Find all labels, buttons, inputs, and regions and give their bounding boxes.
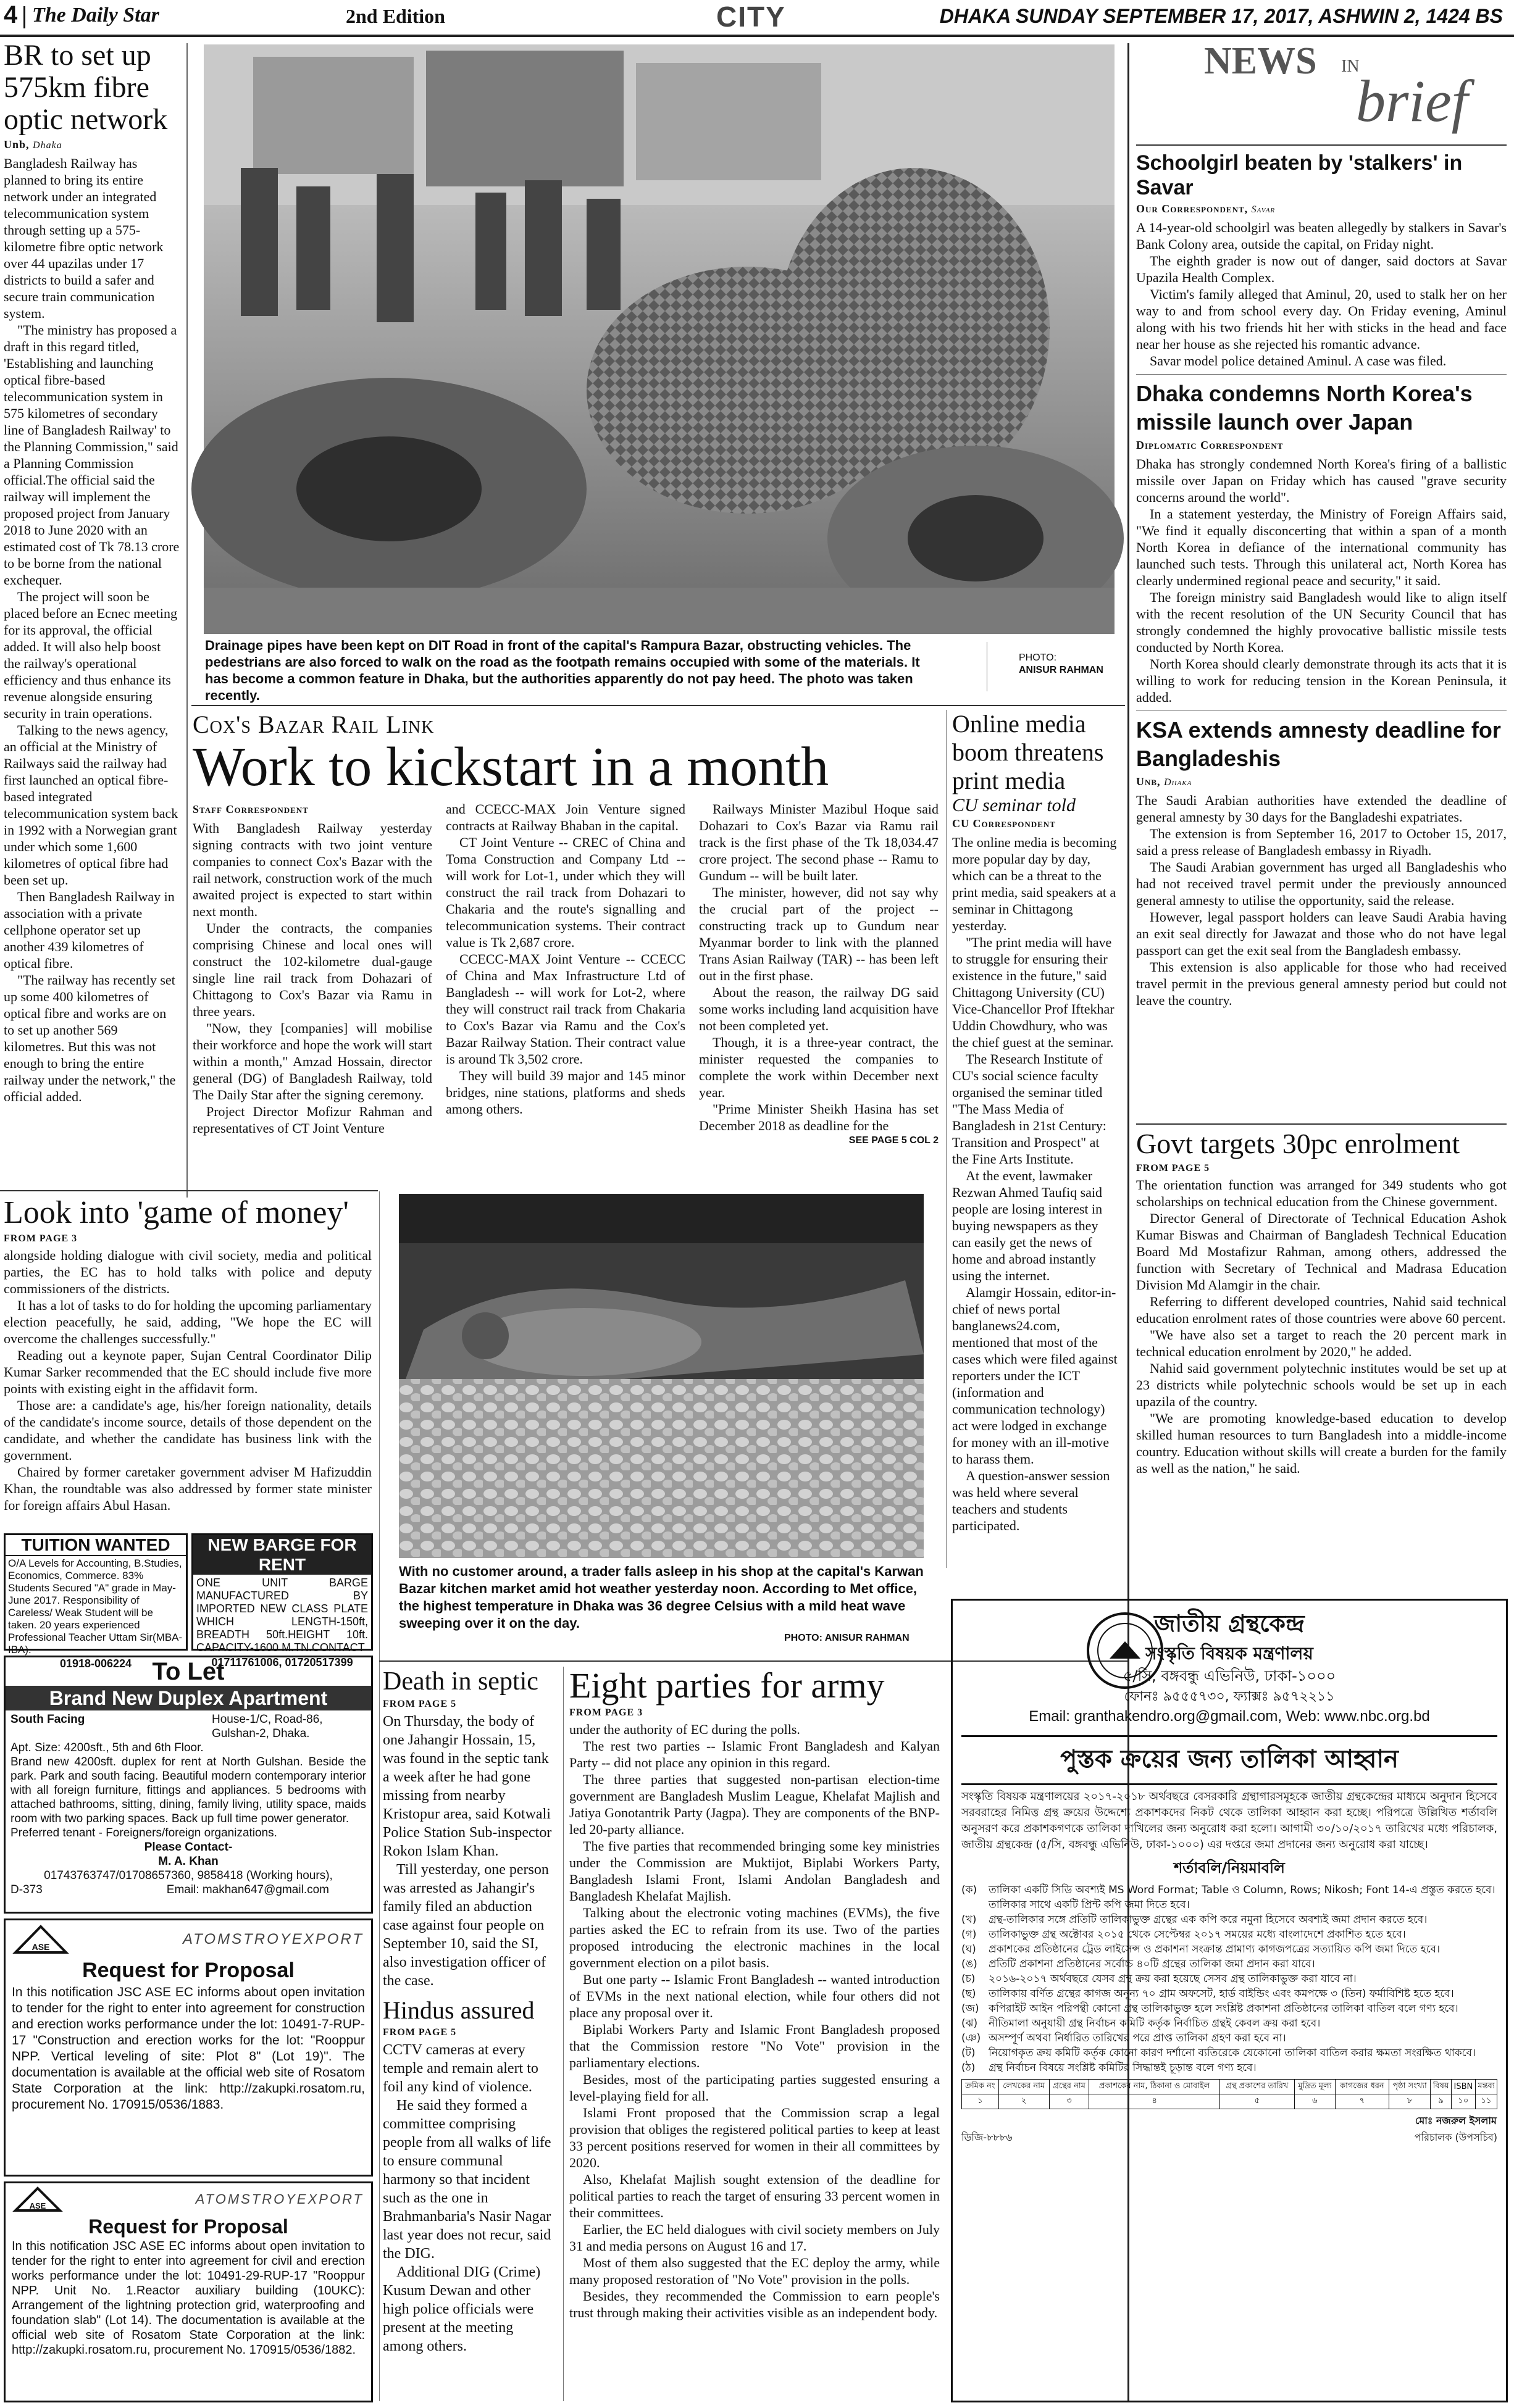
brief-title-brief: brief bbox=[1356, 68, 1468, 134]
fibre-byline: Unb, Dhaka bbox=[4, 138, 62, 151]
table-cell: ৩ bbox=[1049, 2094, 1089, 2109]
paragraph: CT Joint Venture -- CREC of China and Toma Construction and Company Ltd -- will work for Lot-1, under which they will construct the rail track from Dohazari to Chakaria and the route's signalling and telecommunication systems. Their contract value is Tk 2,687 crore. bbox=[446, 835, 685, 950]
brief-headline: Schoolgirl beaten by 'stalkers' in Savar bbox=[1136, 151, 1463, 199]
condition-item: (ট) নিয়োগকৃত ক্রয় কমিটি কর্তৃক কোনো কারণ দর্শানো ব্যতিরেকে যেকোনো তালিকা বাতিল করার ক্ষমতা সংরক্ষিত থাকবে। bbox=[961, 2047, 1476, 2059]
to-let-code: D-373 bbox=[10, 1883, 43, 1896]
email[interactable]: Email: granthakendro.org@gmail.com, Web: www.nbc.org.bd bbox=[1029, 1708, 1430, 1725]
masthead-rule bbox=[0, 35, 1514, 37]
enrol-from: FROM PAGE 5 bbox=[1136, 1163, 1210, 1173]
column-rule bbox=[946, 710, 947, 1568]
to-let-address: House-1/C, Road-86, Gulshan-2, Dhaka. bbox=[212, 1713, 323, 1740]
atomstroy-logo: ATOMSTROYEXPORT bbox=[195, 2191, 364, 2207]
photo-bottom-rule bbox=[191, 705, 1125, 706]
brief-title-in: IN bbox=[1341, 57, 1360, 76]
condition-item: (ঙ) প্রতিটি প্রকাশনা প্রতিষ্ঠানের সর্বোচ্চ ৪০টি গ্রন্থের তালিকা জমা প্রদান করা যাবে। bbox=[961, 1958, 1315, 1970]
rail-col1 bbox=[193, 820, 432, 1136]
paragraph: Then Bangladesh Railway in association with a private cellphone operator set up another 439 kilometres of optical fibre. bbox=[4, 889, 175, 971]
paragraph: The three parties that suggested non-partisan election-time government are Bangladesh Muslim League, Khelafat Majlish and Jatiya Gonotantrik Party (Jagpa). They are components of the BNP-led 20-party alliance. bbox=[569, 1772, 940, 1837]
paragraph: "Now, they [companies] will mobilise their workforce and hope the work will start within a month," Amzad Hossain, director general (DG) of Bangladesh Railway, told The Daily Star after the signing ceremony. bbox=[193, 1020, 432, 1102]
ministry: সংস্কৃতি বিষয়ক মন্ত্রণালয় bbox=[1145, 1643, 1313, 1664]
paragraph: Railways Minister Mazibul Hoque said Dohazari to Cox's Bazar via Ramu rail track is the first phase of the Tk 18,034.47 crore project. The second phase -- Ramu to Gundum -- will be built later. bbox=[699, 801, 939, 883]
ase-logo-icon bbox=[13, 1924, 69, 1955]
paragraph: "The print media will have to struggle for ensuring their existence in the future," said Chittagong University (CU) Vice-Chancellor Prof Iftekhar Uddin Chowdhury, who was the chief guest at the seminar. bbox=[952, 935, 1115, 1050]
paragraph: Most of them also suggested that the EC deploy the army, while many proposed restoration of "No Vote" provision in the polls. bbox=[569, 2255, 940, 2287]
money-article bbox=[4, 1195, 372, 1541]
paragraph: Talking about the electronic voting machines (EVMs), the five parties asked the EC to refrain from its use. Two of the parties proposed introducing the electronic machines in the local government election on a pilot basis. bbox=[569, 1905, 940, 1970]
brief-item bbox=[1136, 380, 1507, 706]
money-from: FROM PAGE 3 bbox=[4, 1233, 78, 1244]
condition-item: (ছ) তালিকায় বর্ণিত গ্রন্থের কাগজ অনূন্য ৭০ গ্রাম অফসেট, হার্ড বাইন্ডিং এবং কমপক্ষে ৩ (তিন) ফর্মাবিশিষ্ট হতে হবে। bbox=[961, 1988, 1454, 2000]
paragraph: He said they formed a committee comprising people from all walks of life to ensure communal harmony so that incident such as the one in Brahmanbaria's Nasir Nagar last year does not recur, said the DIG. bbox=[383, 2098, 551, 2262]
dateline: DHAKA SUNDAY SEPTEMBER 17, 2017, ASHWIN 2, 1424 BS bbox=[939, 5, 1503, 27]
brief-item bbox=[1136, 151, 1507, 369]
paragraph: The Saudi Arabian government has urged all Bangladeshis who had not received travel permit under the previously announced general amnesty to utilise the opportunity, said the release. bbox=[1136, 859, 1507, 908]
hindus-from: FROM PAGE 5 bbox=[383, 2027, 457, 2038]
paragraph: Alamgir Hossain, editor-in-chief of news portal banglanews24.com, mentioned that most of the cases which were filed against reporters under the ICT (information and communication technology) act were lodged in exchange for money with an ill-motive to harass them. bbox=[952, 1285, 1118, 1467]
brief-byline: Diplomatic Correspondent bbox=[1136, 439, 1284, 451]
to-let-text: Brand new 4200sft. duplex for rent at North Gulshan. Beside the park. Park and south facing. Beautiful modern contemporary interior with all foreign furniture, fittings and appliances. 5 bedrooms with attached bathrooms, sitting, dining, family living, utility space, maids room with two parking spaces. Back up full time power generator. bbox=[10, 1756, 366, 1825]
table-cell: ১০ bbox=[1451, 2094, 1475, 2109]
brief-byline: Unb, Dhaka bbox=[1136, 775, 1192, 788]
table-header: পৃষ্ঠা সংখ্যা bbox=[1389, 2080, 1431, 2094]
condition-item: (ঞ) অসম্পূর্ণ অথবা নির্ধারিত তারিখের পরে প্রাপ্ত তালিকা গ্রহণ করা হবে না। bbox=[961, 2032, 1286, 2044]
septic-from: FROM PAGE 5 bbox=[383, 1699, 457, 1709]
eight-parties-article bbox=[569, 1667, 940, 2402]
table-header: গ্রন্থ প্রকাশের তারিখ bbox=[1219, 2080, 1294, 2094]
market-photo-credit: PHOTO: ANISUR RAHMAN bbox=[784, 1633, 910, 1643]
atomstroy-logo: ATOMSTROYEXPORT bbox=[182, 1931, 364, 1948]
brief-title bbox=[1136, 40, 1507, 144]
signer-name: মোঃ নজরুল ইসলাম bbox=[1415, 2115, 1497, 2127]
photo-image bbox=[204, 44, 1115, 634]
to-let-subtitle: Brand New Duplex Apartment bbox=[6, 1686, 371, 1710]
proposal-ad-2[interactable] bbox=[4, 2181, 373, 2402]
book-list-table bbox=[961, 2079, 1497, 2109]
to-let-phones: 01743763747/01708657360, 9858418 (Working hours), bbox=[44, 1869, 333, 1882]
notice-intro: সংস্কৃতি বিষয়ক মন্ত্রণালয়ের ২০১৭-২০১৮ অর্থবছরে বেসরকারি গ্রন্থাগারসমূহকে জাতীয় গ্রন্থকেন্দ্রের মাধ্যমে অনুদান হিসেবে সরবরাহের নিমিত্ত গ্রন্থ ক্রয়ের উদ্দেশ্যে প্রকাশকদের নিকট থেকে তালিকা আহ্বান করা হচ্ছে। পরিপত্রে উল্লিখিত শর্তাবলি অনুসরণ করে প্রকাশকগণকে তালিকা দাখিলের জন্য অনুরোধ করা হলো। আগামী ৩০/১০/২০১৭ তারিখের মধ্যে পরিচালক, জাতীয় গ্রন্থকেন্দ্র (৫/সি, বঙ্গবন্ধু এভিনিউ, ঢাকা-১০০০) এর দপ্তরে জমা প্রদানের জন্য অনুরোধ করা যাচ্ছে। bbox=[961, 1790, 1497, 1851]
paragraph: A 14-year-old schoolgirl was beaten allegedly by stalkers in Savar's Bank Colony area, outside the capital, on Friday night. bbox=[1136, 220, 1507, 252]
table-cell: ৯ bbox=[1431, 2094, 1451, 2109]
to-let-title: To Let bbox=[152, 1658, 225, 1685]
paragraph: They will build 39 major and 145 minor bridges, nine stations, platforms and sheds among others. bbox=[446, 1068, 685, 1117]
ase-logo-icon bbox=[13, 2186, 62, 2213]
paragraph: About the reason, the railway DG said some works including land acquisition have not been completed yet. bbox=[699, 985, 939, 1033]
table-cell: ৪ bbox=[1089, 2094, 1220, 2109]
paragraph: Director General of Directorate of Technical Education Ashok Kumar Biswas and Chairman of Bangladesh Technical Education Board Md Mostafizur Rahman, among others, addressed the function with Secretary of Technical and Madrasa Education Division Md Alamgir in the chair. bbox=[1136, 1210, 1507, 1293]
to-let-facing: South Facing bbox=[10, 1713, 85, 1726]
to-let-ad[interactable] bbox=[4, 1656, 373, 1914]
paragraph: Biplabi Workers Party and Islamic Front Bangladesh proposed that the Commission restore "No Vote" provision in the parliamentary elections. bbox=[569, 2022, 940, 2070]
paragraph: Talking to the news agency, an official at the Ministry of Railways said the railway had first launched an optical fibre-based integrated telecommunication system back in 1992 with a Norwegian grant under which some 1,600 kilometres of optical fibre had been set up. bbox=[4, 722, 178, 888]
rail-byline: Staff Correspondent bbox=[193, 803, 309, 815]
condition-item: (খ) গ্রন্থ-তালিকার সঙ্গে প্রতিটি তালিকাভুক্ত গ্রন্থের এক কপি করে নমুনা হিসেবে অবশ্যই জমা প্রদান করতে হবে। bbox=[961, 1914, 1428, 1926]
online-body bbox=[952, 834, 1119, 1534]
paragraph: "Prime Minister Sheikh Hasina has set December 2018 as deadline for the bbox=[699, 1101, 939, 1133]
paragraph: A question-answer session was held where several teachers and students participated. bbox=[952, 1468, 1110, 1533]
money-headline: Look into 'game of money' bbox=[4, 1195, 349, 1230]
fibre-headline: BR to set up 575km fibre optic network bbox=[4, 39, 168, 136]
paragraph: CCTV cameras at every temple and remain alert to foil any kind of violence. bbox=[383, 2042, 538, 2095]
eight-from: FROM PAGE 3 bbox=[569, 1707, 643, 1718]
photo-image bbox=[399, 1194, 924, 1558]
column-rule bbox=[563, 1667, 564, 2401]
top-photo-caption: Drainage pipes have been kept on DIT Road in front of the capital's Rampura Bazar, obstructing vehicles. The pedestrians are also forced to walk on the road as the footpath remains occupied with some of the materials. It has become a common feature in Dhaka, but the authorities apparently do not pay heed. The photo was taken recently. bbox=[205, 638, 920, 703]
tuition-title: TUITION WANTED bbox=[6, 1535, 186, 1556]
proposal-text: In this notification JSC ASE EC informs about open invitation to tender for the right to enter into agreement for construction and erection works performance under the lot: 10491-7-RUP-17 "Construction and erection works for the lot: "Rooppur NPP. Vertical leveling of site: Plot 8" (Lot 19)". The documentation is available at the official web site of Rosatom State Corporation at the link: http://zakupki.rosatom.ru, procurement No. 170915/0536/1883. bbox=[12, 1985, 365, 2112]
paragraph: Islami Front proposed that the Commission scrap a legal provision that obliges the registered political parties to keep at least 33 percent positions reserved for women in their all committees by 2020. bbox=[569, 2105, 940, 2170]
table-cell: ৮ bbox=[1389, 2094, 1431, 2109]
section-rule bbox=[0, 1190, 378, 1191]
conditions-title: শর্তাবলি/নিয়মাবলি bbox=[1174, 1859, 1285, 1877]
paragraph: Nahid said government polytechnic institutes would be set up at 23 districts while polytechnic schools would be set up in each upazila of the country. bbox=[1136, 1360, 1507, 1409]
paragraph: The Research Institute of CU's social science faculty organised the seminar titled "The Mass Media of Bangladesh in 21st Century: Transition and Prospect" at the Fine Arts Institute. bbox=[952, 1051, 1106, 1167]
rail-col2 bbox=[446, 801, 685, 1146]
paragraph: At the event, lawmaker Rezwan Ahmed Taufiq said people are losing interest in buying newspapers as they can easily get the news of home and abroad instantly using the internet. bbox=[952, 1168, 1103, 1283]
online-subhead: CU seminar told bbox=[952, 795, 1076, 815]
notice-code: ডিজি-৮৮৮৬ bbox=[961, 2131, 1013, 2143]
paragraph: Savar model police detained Aminul. A case was filed. bbox=[1150, 353, 1447, 369]
paragraph: Bangladesh Railway has planned to bring its entire network under an integrated telecommunication system through setting up a 575-kilometre fibre optic network over 44 upazilas under 17 districts to build a safer and secure train communication system. bbox=[4, 156, 164, 321]
paragraph: North Korea should clearly demonstrate through its acts that it is willing to work for reducing tension in the Korean Peninsula, it added. bbox=[1136, 656, 1507, 705]
column-rule bbox=[379, 1191, 380, 2401]
paragraph: "The railway has recently set up some 400 kilometres of optical fibre and works are on to set up another 569 kilometres. But this was not enough to bring the entire railway under the network," the official added. bbox=[4, 972, 176, 1104]
brief-item bbox=[1136, 716, 1507, 1009]
book-list-notice[interactable] bbox=[951, 1599, 1508, 2402]
page-number: 4 bbox=[4, 1, 18, 28]
paragraph: alongside holding dialogue with civil society, media and political parties, the EC has to hold talks with police and deputy commissioners of the districts. bbox=[4, 1248, 372, 1296]
table-header: কাগজের ধরন bbox=[1336, 2080, 1389, 2094]
paragraph: Though, it is a three-year contract, the minister requested the companies to complete the work within December next year. bbox=[699, 1035, 939, 1100]
table-header: লেখকের নাম bbox=[998, 2080, 1049, 2094]
table-number-row bbox=[962, 2094, 1497, 2109]
paragraph: Earlier, the EC held dialogues with civil society members on July 31 and media persons on August 16 and 17. bbox=[569, 2222, 940, 2254]
section-rule bbox=[1136, 1123, 1507, 1125]
paragraph: Dhaka has strongly condemned North Korea's firing of a ballistic missile over Japan on Friday which has caused "grave security concerns around the world". bbox=[1136, 456, 1507, 505]
credit-label: PHOTO: bbox=[1019, 652, 1057, 663]
paragraph: Besides, they recommended the Commission to earn people's trust through making their activities visible as an independent body. bbox=[569, 2288, 940, 2320]
org-name: জাতীয় গ্রন্থকেন্দ্র bbox=[1154, 1610, 1305, 1637]
paragraph: The minister, however, did not say why the crucial part of the project -- constructing track up to Gundum near Myanmar border to link with the planned Trans Asian Railway (TAR) -- has been left out in the first phase. bbox=[699, 885, 939, 983]
paragraph: Besides, most of the participating parties suggested ensuring a level-playing field for all. bbox=[569, 2072, 940, 2104]
barge-phone: 01711761006, 01720517399 bbox=[211, 1656, 353, 1669]
table-cell: ২ bbox=[998, 2094, 1049, 2109]
to-let-preferred: Preferred tenant - Foreigners/foreign organizations. bbox=[10, 1827, 277, 1839]
barge-ad[interactable] bbox=[191, 1533, 373, 1669]
paragraph: Reading out a keynote paper, Sujan Central Coordinator Dilip Kumar Sarker recommended that the EC should include five more points with existing eight in the affidavit form. bbox=[4, 1348, 372, 1396]
paragraph: This extension is also applicable for those who had received travel permit in the previous general amnesty period but could not leave the country. bbox=[1136, 959, 1507, 1008]
top-photo-credit bbox=[1019, 652, 1103, 677]
market-photo bbox=[399, 1194, 924, 1558]
condition-item: (ঠ) গ্রন্থ নির্বাচন বিষয়ে সংশ্লিষ্ট কমিটির সিদ্ধান্তই চূড়ান্ত বলে গণ্য হবে। bbox=[961, 2062, 1257, 2074]
paragraph: With Bangladesh Railway yesterday signing contracts with two joint venture companies to connect Cox's Bazar with the rail network, construction work of the much awaited project is expected to start within next month. bbox=[193, 820, 432, 919]
paragraph: The rest two parties -- Islamic Front Bangladesh and Kalyan Party -- did not place any opinion in this regard. bbox=[569, 1738, 940, 1770]
table-header-row bbox=[962, 2080, 1497, 2094]
paper-name: The Daily Star bbox=[32, 4, 159, 27]
to-let-contact-name: M. A. Khan bbox=[158, 1855, 219, 1868]
table-header: গ্রন্থের নাম bbox=[1049, 2080, 1089, 2094]
section-name: CITY bbox=[716, 1, 786, 33]
to-let-contact-label: Please Contact- bbox=[144, 1841, 233, 1854]
septic-headline: Death in septic bbox=[383, 1667, 538, 1696]
address: ৫/সি, বঙ্গবন্ধু এভিনিউ, ঢাকা-১০০০ bbox=[1123, 1667, 1336, 1685]
online-byline: CU Correspondent bbox=[952, 817, 1056, 830]
money-body bbox=[4, 1247, 372, 1514]
edition: 2nd Edition bbox=[346, 5, 445, 27]
enrolment-article bbox=[1136, 1127, 1507, 1572]
drainage-pipes-photo bbox=[204, 44, 1115, 634]
table-cell: ৬ bbox=[1294, 2094, 1335, 2109]
paragraph: The extension is from September 16, 2017 to October 15, 2017, said a press release of Bangladesh embassy in Riyadh. bbox=[1136, 826, 1507, 858]
paragraph: Victim's family alleged that Aminul, 20, used to stalk her on her way to and from school every day. On Friday evening, Aminul along with his two friends hit her with sticks in the head and face near her house as she rejected his romantic advance. bbox=[1136, 286, 1507, 352]
fibre-body bbox=[4, 155, 180, 1105]
barge-title: NEW BARGE FOR RENT bbox=[193, 1535, 371, 1575]
brief-headline: Dhaka condemns North Korea's missile launch over Japan bbox=[1136, 381, 1473, 435]
condition-item: (ঝ) নীতিমালা অনুযায়ী গ্রন্থ নির্বাচন কমিটি কর্তৃক নির্বাচিত গ্রন্থই কেবল ক্রয় করা হবে। bbox=[961, 2017, 1321, 2030]
septic-article bbox=[383, 1667, 557, 2401]
tuition-phone: 01918-006224 bbox=[59, 1657, 132, 1670]
condition-item: (ক) তালিকা একটি সিডি অবশ্যই MS Word Format; Table ও Column, Rows; Nikosh; Font 14-এ প্রস্তুত করতে হবে। তালিকার সাথে একটি প্রিন্ট কপি জমা দিতে হবে। bbox=[961, 1884, 1495, 1911]
paragraph: Referring to different developed countries, Nahid said technical education enrolment rates of those countries were above 60 percent. bbox=[1136, 1294, 1507, 1326]
rail-kicker: Cox's Bazar Rail Link bbox=[193, 710, 435, 738]
phone: ফোনঃ ৯৫৫৫৭৩০, ফ্যাক্সঃ ৯৫৭২২১১ bbox=[1124, 1689, 1335, 1704]
paragraph: and CCECC-MAX Join Venture signed contracts at Railway Bhaban in the capital. bbox=[446, 801, 685, 833]
section-rule bbox=[1136, 710, 1507, 711]
paragraph: The orientation function was arranged for 349 students who got scholarships on technical education from the Chinese government. bbox=[1136, 1177, 1507, 1209]
paragraph: CCECC-MAX Joint Venture -- CCECC of China and Max Infrastructure Ltd of Bangladesh -- will work for Lot-2, where they will construct rail track from Chakaria to Cox's Bazar via Ramu and the Cox's Bazar Railway Station. Their contract value is around Tk 3,502 crore. bbox=[446, 951, 685, 1067]
rail-headline: Work to kickstart in a month bbox=[193, 736, 829, 798]
table-cell: ৫ bbox=[1219, 2094, 1294, 2109]
paragraph: But one party -- Islamic Front Bangladesh -- wanted introduction of EVMs in the next national election, while four others did not place any proposal over it. bbox=[569, 1972, 940, 2020]
paragraph: The eighth grader is now out of danger, said doctors at Savar Upazila Health Complex. bbox=[1136, 253, 1507, 285]
condition-item: (জ) কপিরাইট আইন পরিপন্থী কোনো গ্রন্থ তালিকাভুক্ত হলে সংশ্লিষ্ট প্রকাশনা প্রতিষ্ঠানের তালিকা বাতিল বলে গণ্য হবে। bbox=[961, 2002, 1458, 2015]
proposal-title: Request for Proposal bbox=[88, 2215, 288, 2238]
paragraph: The Saudi Arabian authorities have extended the deadline of general amnesty by 30 days for the Bangladeshi expatriates. bbox=[1136, 793, 1507, 825]
table-header: ISBN bbox=[1451, 2080, 1475, 2094]
eight-body bbox=[569, 1721, 940, 2321]
news-in-brief bbox=[1136, 40, 1507, 1115]
section-rule bbox=[1136, 374, 1507, 375]
condition-item: (গ) তালিকাভুক্ত গ্রন্থ অক্টোবর ২০১৫ থেকে সেপ্টেম্বর ২০১৭ সময়ের মধ্যে বাংলাদেশে প্রকাশিত হতে হবে। bbox=[961, 1928, 1406, 1941]
rail-col3 bbox=[699, 801, 939, 1134]
credit-name: ANISUR RAHMAN bbox=[1019, 665, 1103, 675]
conditions-list bbox=[961, 1883, 1497, 2075]
svg-text:ASE: ASE bbox=[29, 2201, 46, 2210]
table-cell: ৭ bbox=[1336, 2094, 1389, 2109]
paragraph: In a statement yesterday, the Ministry of Foreign Affairs said, "We find it equally disconcerting that within a span of a month North Korea in defiance of the international community has launched such tests. Through this unilateral act, North Korea has clearly undermined regional peace and security," it said. bbox=[1136, 506, 1507, 588]
paragraph: The project will soon be placed before an Ecnec meeting for its approval, the official added. It will also help boost the railway's operational efficiency and thus enhance its revenue alongside ensuring security in train operations. bbox=[4, 589, 177, 721]
column-rule bbox=[186, 43, 188, 1198]
proposal-text: In this notification JSC ASE EC informs about open invitation to tender for the right to enter into agreement for civil and erection works performance under the lot: 10491-29-RUP-17 "Rooppur NPP. Unit No. 1.Reactor auxiliary building (10UKC): Arrangement of the lightning protection grid, waterproofing and foundation slab" (Lot 14). The documentation is available at the official web site of Rosatom State Corporation at the link: http://zakupki.rosatom.ru, procurement No. 170915/0536/1882. bbox=[12, 2239, 365, 2357]
paragraph: On Thursday, the body of one Jahangir Hossain, 15, was found in the septic tank a week after he had gone missing from nearby Kristopur area, said Kotwali Police Station Sub-inspector Rokon Islam Khan. bbox=[383, 1714, 552, 1859]
fibre-article bbox=[4, 40, 180, 1120]
online-headline: Online media boom threatens print media bbox=[952, 710, 1104, 794]
table-header: মুদ্রিত মূল্য bbox=[1294, 2080, 1335, 2094]
barge-text: ONE UNIT BARGE MANUFACTURED BY IMPORTED NEW CLASS PLATE WHICH LENGTH-150ft, BREADTH 50ft.HEIGHT 10ft. CAPACITY-1600 M.TN.CONTACT bbox=[196, 1577, 368, 1654]
paragraph: It has a lot of tasks to do for holding the upcoming parliamentary election peacefully, he said, adding, "We hope the EC will overcome the challenges successfully." bbox=[4, 1298, 372, 1346]
paragraph: Under the contracts, the companies comprising Chinese and local ones will construct the 102-kilometre dual-gauge single line rail track from Dohazari of Chittagong to Cox's Bazar via Ramu in three years. bbox=[193, 920, 432, 1019]
paragraph: However, legal passport holders can leave Saudi Arabia having an exit seal directly for Jawazat and those who do not have legal passport can get the exit seal from the Bangladesh embassy. bbox=[1136, 909, 1507, 958]
paragraph: The five parties that recommended bringing some key ministries under the Commission are Muktijot, Biplabi Workers Party, Bangladesh Islami Front, Islami Andolan Bangladesh and Bangladesh Khelafat Majlish. bbox=[569, 1838, 940, 1904]
proposal-ad-1[interactable] bbox=[4, 1918, 373, 2177]
paragraph: Additional DIG (Crime) Kusum Dewan and other high police officials were present at the meeting among others. bbox=[383, 2264, 541, 2354]
paragraph: "The ministry has proposed a draft in this regard titled, 'Establishing and launching optical fibre-based telecommunication system in 575 kilometres of secondary line of Bangladesh Railway' to the Planning Commission," said a Planning Commission official.The official said the railway will implement the proposed project from January 2018 to June 2020 with an estimated cost of Tk 78.13 crore to be borne from the national exchequer. bbox=[4, 322, 180, 588]
septic-body bbox=[383, 1712, 557, 1990]
proposal-title: Request for Proposal bbox=[82, 1959, 295, 1982]
paragraph: "We have also set a target to reach the 20 percent mark in technical education enrolment by 2020," he added. bbox=[1136, 1327, 1507, 1359]
paragraph: under the authority of EC during the polls. bbox=[569, 1722, 800, 1737]
paragraph: Also, Khelafat Majlish sought extension of the deadline for political parties to reach the target of ensuring 33 percent women in their committees. bbox=[569, 2172, 940, 2220]
paragraph: The online media is becoming more popular day by day, which can be a threat to the print media, said speakers at a seminar in Chittagong yesterday. bbox=[952, 835, 1117, 933]
notice-title: পুস্তক ক্রয়ের জন্য তালিকা আহ্বান bbox=[961, 1735, 1497, 1785]
masthead-divider bbox=[23, 6, 25, 28]
tuition-ad[interactable] bbox=[4, 1533, 188, 1670]
masthead bbox=[0, 0, 1514, 37]
condition-item: (চ) ২০১৬-২০১৭ অর্থবছরে যেসব গ্রন্থ ক্রয় করা হয়েছে সেসব গ্রন্থ তালিকাভুক্ত করা যাবে না। bbox=[961, 1973, 1357, 1985]
section-rule bbox=[1136, 144, 1507, 146]
online-article bbox=[952, 710, 1119, 1574]
paragraph: "We are promoting knowledge-based education to develop skilled human resources to turn Bangladesh into a middle-income country. Education without skills will create a burden for the family as well as the nation," he said. bbox=[1136, 1410, 1507, 1476]
paragraph: Till yesterday, one person was arrested as Jahangir's family filed an abduction case against four people on September 10, said the SI, also investigation officer of the case. bbox=[383, 1862, 549, 1989]
table-header: ক্রমিক নং bbox=[962, 2080, 999, 2094]
table-header: প্রকাশকের নাম, ঠিকানা ও মোবাইল bbox=[1089, 2080, 1220, 2094]
eight-headline: Eight parties for army bbox=[569, 1665, 885, 1706]
table-cell: ১১ bbox=[1475, 2094, 1497, 2109]
paragraph: The foreign ministry said Bangladesh would like to align itself with the recent resolution of the UN Security Council that has strongly condemned the highly provocative ballistic missile tests conducted by North Korea. bbox=[1136, 590, 1507, 655]
hindus-body bbox=[383, 2041, 557, 2356]
rail-jump[interactable]: SEE PAGE 5 COL 2 bbox=[848, 1135, 939, 1146]
paragraph: Those are: a candidate's age, his/her foreign nationality, details of the candidate's income source, details of those dependent on the candidate, and whether the candidate has business link with the government. bbox=[4, 1398, 372, 1463]
to-let-size: Apt. Size: 4200sft., 5th and 6th Floor. bbox=[10, 1741, 204, 1754]
to-let-email[interactable]: Email: makhan647@gmail.com bbox=[166, 1883, 329, 1896]
table-header: বিষয় bbox=[1431, 2080, 1451, 2094]
hindus-headline: Hindus assured bbox=[383, 1996, 535, 2024]
signer-title: পরিচালক (উপসচিব) bbox=[1414, 2131, 1497, 2143]
brief-title-news: NEWS bbox=[1204, 40, 1317, 82]
brief-byline: Our Correspondent, Savar bbox=[1136, 202, 1276, 215]
paragraph: Chaired by former caretaker government adviser M Hafizuddin Khan, the roundtable was also addressed by former state minister for foreign affairs Abul Hasan. bbox=[4, 1464, 372, 1513]
enrol-body bbox=[1136, 1177, 1507, 1477]
brief-headline: KSA extends amnesty deadline for Bangladeshis bbox=[1136, 717, 1501, 771]
enrol-headline: Govt targets 30pc enrolment bbox=[1136, 1128, 1460, 1159]
table-header: মন্তব্য bbox=[1475, 2080, 1497, 2094]
svg-text:ASE: ASE bbox=[31, 1942, 50, 1952]
paragraph: Project Director Mofizur Rahman and representatives of CT Joint Venture bbox=[193, 1104, 432, 1136]
table-cell: ১ bbox=[962, 2094, 999, 2109]
rail-article bbox=[193, 710, 940, 1179]
market-photo-caption: With no customer around, a trader falls asleep in his shop at the capital's Karwan Bazar kitchen market amid hot weather yesterday noon. According to Met office, the highest temperature in Dhaka was 36 degree Celsius with a mild heat wave sweeping over it on the day. bbox=[399, 1564, 924, 1631]
condition-item: (ঘ) প্রকাশকের প্রতিষ্ঠানের ট্রেড লাইসেন্স ও প্রকাশনা সংক্রান্ত প্রামাণ্য কাগজপত্রের সত্যায়িত কপি জমা দিতে হবে। bbox=[961, 1943, 1441, 1956]
tuition-text: O/A Levels for Accounting, B.Studies, Economics, Commerce. 83% Students Secured "A" grade in May-June 2017. Responsibility of Careless/ Weak Student will be taken. 20 years experienced Professional Teacher Uttam Sir(MBA-IBA). bbox=[8, 1557, 183, 1656]
